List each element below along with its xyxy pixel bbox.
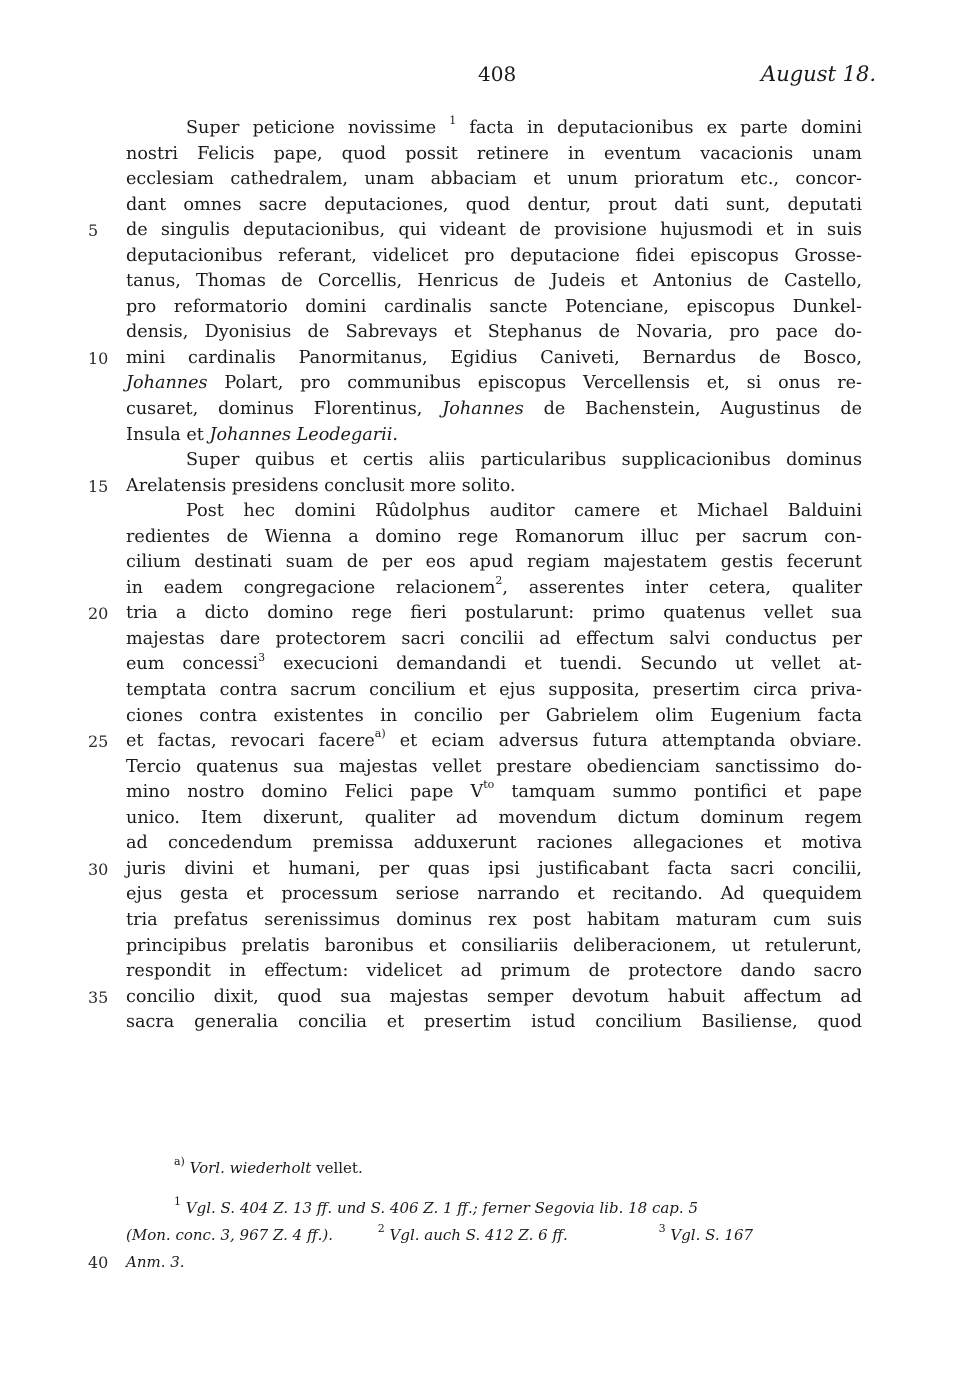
text-line-29: ad concedendum premissa adduxerunt raciones allegaciones et motiva — [126, 833, 862, 854]
text-line-32: tria prefatus serenissimus dominus rex post habitam maturam cum suis — [126, 909, 862, 930]
text-line-23: temptata contra sacrum concilium et ejus supposita, presertim circa priva- — [126, 680, 862, 701]
text-line-20: 20 tria a dicto domino rege fieri postularunt: primo quatenus vellet sua — [126, 601, 862, 627]
line-number: 5 — [88, 221, 99, 241]
text-line-31: ejus gesta et processum seriose narrando et recitando. Ad quequidem — [126, 884, 862, 905]
variant-note: $^{a)}$ Vorl. wiederholt vellet. — [174, 1155, 363, 1177]
text-line-7: tanus, Thomas de Corcellis, Henricus de Judeis et Antonius de Castello, — [126, 271, 862, 292]
text-line-9: densis, Dyonisius de Sabrevays et Stephanus de Novaria, pro pace do- — [126, 322, 862, 343]
text-line-10: 10 mini cardinalis Panormitanus, Egidius Caniveti, Bernardus de Bosco, — [126, 346, 862, 372]
page-number: 408 — [478, 62, 517, 86]
line-number: 30 — [88, 859, 109, 879]
text-line-14: Super quibus et certis aliis particularibus supplicacionibus dominus — [186, 450, 862, 471]
main-text — [88, 114, 863, 1036]
line-number: 10 — [88, 348, 109, 368]
text-line-19: in eadem congregacione relacionem$^2$, asserentes inter cetera, qualiter — [126, 573, 862, 598]
line-number: 15 — [88, 476, 109, 496]
text-line-22: eum concessi$^3$ execucioni demandandi et tuendi. Secundo ut vellet at- — [126, 650, 863, 675]
text-line-5: 5 de singulis deputacionibus, qui videant de provisione hujusmodi et in suis — [126, 218, 862, 244]
line-number: 20 — [88, 604, 109, 624]
text-line-17: redientes de Wienna a domino rege Romanorum illuc per sacrum con- — [126, 526, 862, 547]
text-line-30: 30 juris divini et humani, per quas ipsi justificabant facta sacri concilii, — [126, 857, 862, 883]
text-line-21: majestas dare protectorem sacri concilii ad effectum salvi conductus per — [126, 628, 862, 649]
text-line-3: ecclesiam cathedralem, unam abbaciam et unum prioratum etc., concor- — [126, 169, 862, 190]
text-line-36: sacra generalia concilia et presertim istud concilium Basiliense, quod — [126, 1012, 862, 1033]
line-number: 25 — [88, 732, 109, 752]
text-line-2: nostri Felicis pape, quod possit retinere in eventum vacacionis unam — [126, 143, 862, 164]
text-line-13: Insula et Johannes Leodegarii. — [126, 424, 398, 445]
text-line-33: principibus prelatis baronibus et consiliariis deliberacionem, ut retulerunt, — [126, 935, 862, 956]
text-line-12: cusaret, dominus Florentinus, Johannes de Bachenstein, Augustinus de — [126, 399, 862, 420]
text-line-6: deputacionibus referant, videlicet pro deputacione fidei episcopus Grosse- — [126, 245, 862, 266]
footnotes — [88, 1155, 862, 1276]
text-line-11: Johannes Polart, pro communibus episcopus Vercellensis et, si onus re- — [126, 373, 862, 394]
text-line-34: respondit in effectum: videlicet ad primum de protectore dando sacro — [126, 961, 862, 982]
text-line-28: unico. Item dixerunt, qualiter ad movendum dictum dominum regem — [126, 807, 862, 828]
text-line-8: pro reformatorio domini cardinalis sancte Potenciane, episcopus Dunkel- — [126, 296, 862, 317]
text-line-15: 15 Arelatensis presidens conclusit more solito. — [126, 474, 862, 500]
text-line-1: Super peticione novissime $^1$ facta in deputacionibus ex parte domini — [186, 114, 862, 138]
footnote-1-line: $^1$ Vgl. S. 404 Z. 13 ff. und S. 406 Z. 1 ff.; ferner Segovia lib. 18 cap. 5 — [174, 1195, 698, 1217]
text-line-35: 35 concilio dixit, quod sua majestas semper devotum habuit affectum ad — [126, 985, 862, 1011]
page-header — [0, 60, 960, 90]
text-line-4: dant omnes sacre deputaciones, quod dentur, prout dati sunt, deputati — [126, 194, 862, 215]
text-line-18: cilium destinati suam de per eos apud regiam majestatem gestis fecerunt — [126, 552, 862, 573]
text-line-26: Tercio quatenus sua majestas vellet prestare obedienciam sanctissimo do- — [126, 756, 862, 777]
text-line-16: Post hec domini Rûdolphus auditor camere et Michael Balduini — [186, 501, 862, 522]
footnote-1-2-3-line: (Mon. conc. 3, 967 Z. 4 ff.). $^2$ Vgl. auch S. 412 Z. 6 ff. $^3$ Vgl. S. 167 — [126, 1222, 754, 1244]
line-number: 40 — [88, 1253, 109, 1272]
line-number: 35 — [88, 987, 109, 1007]
text-line-25: 25 et factas, revocari facere$^{a)}$ et eciam adversus futura attemptanda obviare. — [126, 729, 862, 755]
running-head: August 18. — [761, 62, 876, 86]
text-line-24: ciones contra existentes in concilio per Gabrielem olim Eugenium facta — [126, 705, 862, 726]
text-line-27: mino nostro domino Felici pape $V^{to}$ tamquam summo pontifici et pape — [126, 778, 862, 803]
footnote-3-cont-line: 40 Anm. 3. — [126, 1249, 862, 1276]
